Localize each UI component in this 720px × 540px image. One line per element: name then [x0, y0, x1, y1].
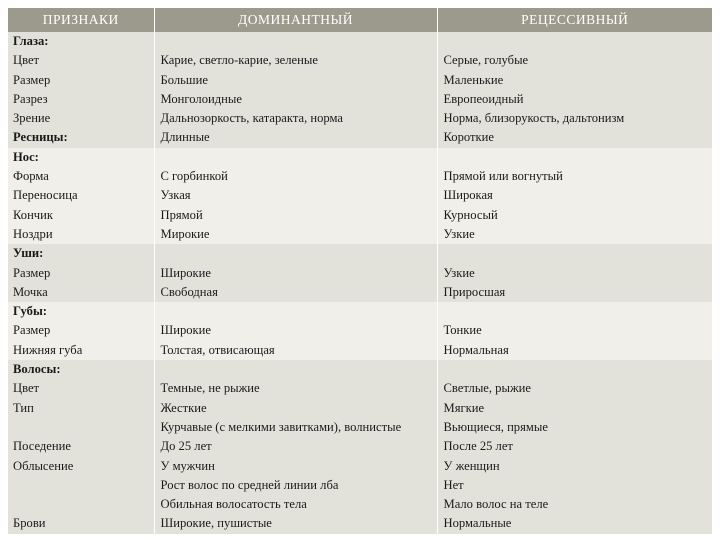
cell-line: С горбинкой	[160, 169, 228, 184]
cell-line: Мочка	[13, 284, 48, 299]
traits-table-container	[8, 8, 712, 540]
dominant-cell	[154, 302, 437, 360]
cell-line: Широкие	[160, 323, 211, 338]
cell-line: Толстая, отвисающая	[160, 342, 275, 357]
cell-line: Размер	[13, 323, 51, 338]
table-body	[8, 32, 712, 534]
recessive-cell	[437, 244, 712, 302]
cell-line: Поседение	[13, 439, 71, 454]
cell-line: Нижняя губа	[13, 342, 83, 357]
cell-line	[161, 302, 437, 321]
cell-line: Ресницы:	[13, 130, 68, 145]
cell-line: Большие	[160, 72, 208, 87]
cell-line: Обильная волосатость тела	[160, 497, 307, 512]
table-row	[8, 244, 712, 302]
cell-line: Нормальные	[443, 516, 512, 531]
dominant-cell	[154, 148, 437, 244]
cell-line: У женщин	[443, 458, 500, 473]
cell-line: Нормальная	[443, 342, 509, 357]
cell-line: Цвет	[13, 381, 40, 396]
cell-line: Нет	[443, 477, 464, 492]
cell-line: Размер	[13, 72, 51, 87]
cell-line	[13, 476, 154, 495]
cell-line: Приросшая	[443, 284, 506, 299]
cell-line: Жесткие	[160, 400, 207, 415]
cell-line: Курносый	[443, 207, 498, 222]
cell-line: Форма	[13, 169, 49, 184]
cell-line: Темные, не рыжие	[160, 381, 260, 396]
table-row	[8, 148, 712, 244]
trait-cell	[8, 244, 154, 302]
header-dominant: ДОМИНАНТНЫЙ	[154, 8, 437, 32]
cell-line: Цвет	[13, 53, 40, 68]
recessive-cell	[437, 148, 712, 244]
table-row	[8, 360, 712, 534]
recessive-cell	[437, 302, 712, 360]
recessive-cell	[437, 360, 712, 534]
table-header-row	[8, 8, 712, 32]
cell-line: Свободная	[160, 284, 218, 299]
cell-line: Маленькие	[443, 72, 504, 87]
cell-line: Курчавые (с мелкими завитками), волнистые	[160, 419, 402, 434]
recessive-cell	[437, 32, 712, 148]
cell-line: Широкие, пушистые	[160, 516, 272, 531]
cell-line: Узкая	[160, 188, 191, 203]
cell-line: Узкие	[443, 265, 475, 280]
cell-line: Облысение	[13, 458, 74, 473]
cell-line: Карие, светло-карие, зеленые	[160, 53, 318, 68]
cell-line: Рост волос по средней линии лба	[160, 477, 339, 492]
cell-line: Разрез	[13, 91, 48, 106]
header-traits: ПРИЗНАКИ	[8, 8, 154, 32]
cell-line	[161, 148, 437, 167]
cell-line: Мало волос на теле	[443, 497, 549, 512]
cell-line	[444, 360, 713, 379]
cell-line: Длинные	[160, 130, 210, 145]
trait-cell	[8, 302, 154, 360]
dominant-cell	[154, 32, 437, 148]
cell-line: Ноздри	[13, 226, 53, 241]
cell-line: Мягкие	[443, 400, 485, 415]
cell-line: Нос:	[13, 149, 39, 164]
cell-line	[444, 32, 713, 51]
cell-line: Узкие	[443, 226, 475, 241]
cell-line: Дальнозоркость, катаракта, норма	[160, 111, 344, 126]
cell-line: Светлые, рыжие	[443, 381, 531, 396]
trait-cell	[8, 360, 154, 534]
cell-line	[161, 360, 437, 379]
trait-cell	[8, 32, 154, 148]
dominant-cell	[154, 360, 437, 534]
cell-line	[13, 418, 154, 437]
cell-line: Мирокие	[160, 226, 210, 241]
cell-line: Короткие	[443, 130, 494, 145]
cell-line	[161, 32, 437, 51]
cell-line: Губы:	[13, 304, 47, 319]
table-row	[8, 302, 712, 360]
cell-line: У мужчин	[160, 458, 215, 473]
cell-line	[13, 495, 154, 514]
cell-line: До 25 лет	[160, 439, 212, 454]
cell-line: Прямой	[160, 207, 203, 222]
cell-line: Тип	[13, 400, 34, 415]
trait-cell	[8, 148, 154, 244]
cell-line: Брови	[13, 516, 46, 531]
traits-table	[8, 8, 712, 534]
cell-line	[444, 148, 713, 167]
cell-line: Тонкие	[443, 323, 482, 338]
header-recessive: РЕЦЕССИВНЫЙ	[437, 8, 712, 32]
cell-line: Размер	[13, 265, 51, 280]
cell-line: Вьющиеся, прямые	[443, 419, 548, 434]
cell-line: Монголоидные	[160, 91, 242, 106]
cell-line: После 25 лет	[443, 439, 513, 454]
cell-line: Европеоидный	[443, 91, 524, 106]
cell-line: Уши:	[13, 246, 44, 261]
cell-line: Волосы:	[13, 362, 61, 377]
cell-line	[161, 244, 437, 263]
cell-line	[444, 244, 713, 263]
cell-line: Прямой или вогнутый	[443, 169, 563, 184]
cell-line	[444, 302, 713, 321]
cell-line: Зрение	[13, 111, 51, 126]
dominant-cell	[154, 244, 437, 302]
cell-line: Глаза:	[13, 34, 49, 48]
cell-line: Норма, близорукость, дальтонизм	[443, 111, 625, 126]
cell-line: Широкая	[443, 188, 493, 203]
table-row	[8, 32, 712, 148]
cell-line: Широкие	[160, 265, 211, 280]
cell-line: Серые, голубые	[443, 53, 529, 68]
cell-line: Переносица	[13, 188, 78, 203]
cell-line: Кончик	[13, 207, 54, 222]
